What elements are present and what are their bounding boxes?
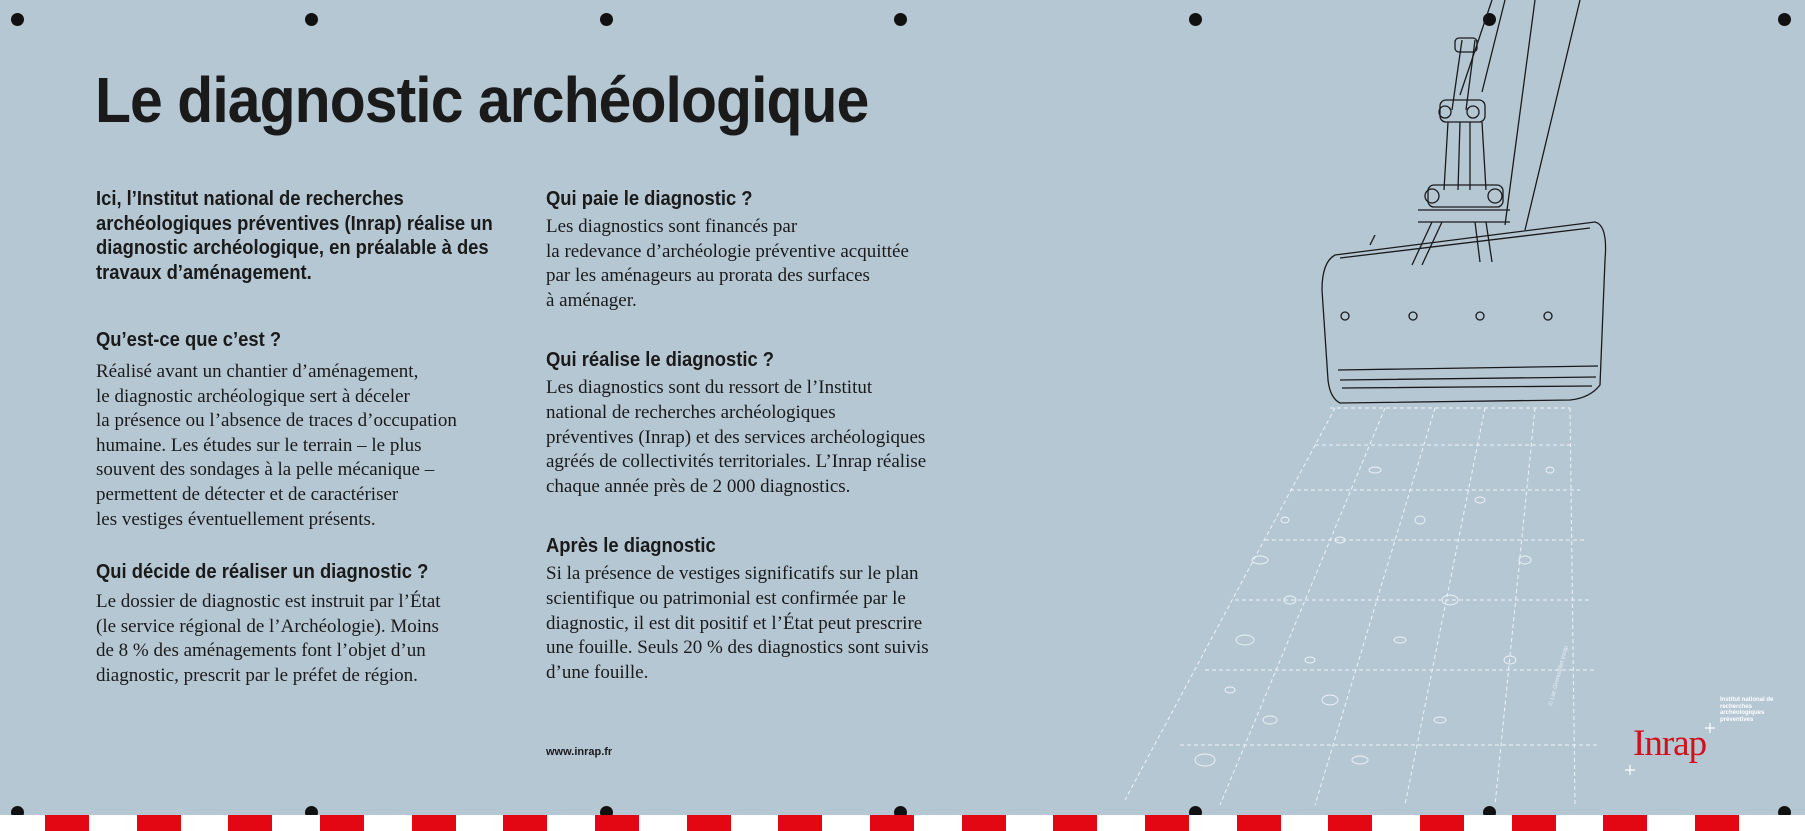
section-body: Les diagnostics sont du ressort de l’Institut national de recherches archéologiques préventives (Inrap) et des services archéologiques agréés de collectivités territoriales. L’Inrap réalise chaque année près de 2 000 diagnostics.	[546, 377, 927, 497]
section-who-performs	[546, 348, 986, 499]
stripe-segment	[1695, 815, 1739, 831]
stripe-segment	[412, 815, 456, 831]
rivet-icon	[11, 13, 24, 26]
logo-wordmark: Inrap	[1633, 723, 1707, 764]
section-heading: Après le diagnostic	[546, 535, 716, 558]
bottom-stripe	[0, 815, 1805, 831]
stripe-segment	[228, 815, 272, 831]
section-heading: Qui réalise le diagnostic ?	[546, 349, 775, 372]
section-body: Le dossier de diagnostic est instruit par l’État (le service régional de l’Archéologie). Moins de 8 % des aménagements font l’objet d’un diagnostic, prescrit par le préfet de région.	[96, 591, 441, 686]
section-who-pays	[546, 187, 986, 313]
photo-credit: © Luc Grenouillet Inrap	[1548, 645, 1570, 707]
section-body: Réalisé avant un chantier d’aménagement, le diagnostic archéologique sert à déceler la présence ou l’absence de traces d’occupation humaine. Les études sur le terrain – le plus souvent des sondages à la pelle mécanique – permettent de détecter et de caractériser les vestiges éventuellement présents.	[96, 361, 457, 530]
left-column	[96, 187, 516, 689]
stripe-segment	[1603, 815, 1647, 831]
website-link[interactable]: www.inrap.fr	[546, 746, 613, 758]
stripe-segment	[45, 815, 89, 831]
stripe-segment	[1237, 815, 1281, 831]
right-column	[546, 187, 986, 685]
page-title: Le diagnostic archéologique	[95, 64, 869, 136]
stripe-segment	[137, 815, 181, 831]
stripe-segment	[962, 815, 1006, 831]
stripe-segment	[870, 815, 914, 831]
section-after	[546, 534, 986, 685]
stripe-segment	[1328, 815, 1372, 831]
logo-tagline: Institut national de recherches archéologiques préventives	[1720, 697, 1774, 723]
section-what-is-it	[96, 328, 516, 532]
stripe-segment	[1420, 815, 1464, 831]
stripe-segment	[503, 815, 547, 831]
section-heading: Qu’est-ce que c’est ?	[96, 329, 282, 351]
stripe-segment	[595, 815, 639, 831]
stripe-segment	[1512, 815, 1556, 831]
stripe-segment	[1145, 815, 1189, 831]
section-who-decides	[96, 560, 516, 688]
stripe-segment	[1053, 815, 1097, 831]
section-body: Si la présence de vestiges significatifs sur le plan scientifique ou patrimonial est confirmée par le diagnostic, il est dit positif et l’État peut prescrire une fouille. Seuls 20 % des diagnostics sont suivis d’une fouille.	[546, 563, 929, 683]
section-heading: Qui paie le diagnostic ?	[546, 188, 753, 210]
rivet-icon	[305, 13, 318, 26]
intro-text: Ici, l’Institut national de recherches archéologiques préventives (Inrap) réalise un diagnostic archéologique, en préalable à des travaux d’aménagement.	[96, 188, 493, 284]
section-heading: Qui décide de réaliser un diagnostic ?	[96, 561, 429, 584]
rivet-icon	[894, 13, 907, 26]
rivet-icon	[600, 13, 613, 26]
section-body: Les diagnostics sont financés par la redevance d’archéologie préventive acquittée par les aménageurs au prorata des surfaces à aménager.	[546, 216, 909, 311]
rivet-icon	[1778, 13, 1791, 26]
stripe-segment	[687, 815, 731, 831]
stripe-segment	[778, 815, 822, 831]
stripe-segment	[320, 815, 364, 831]
